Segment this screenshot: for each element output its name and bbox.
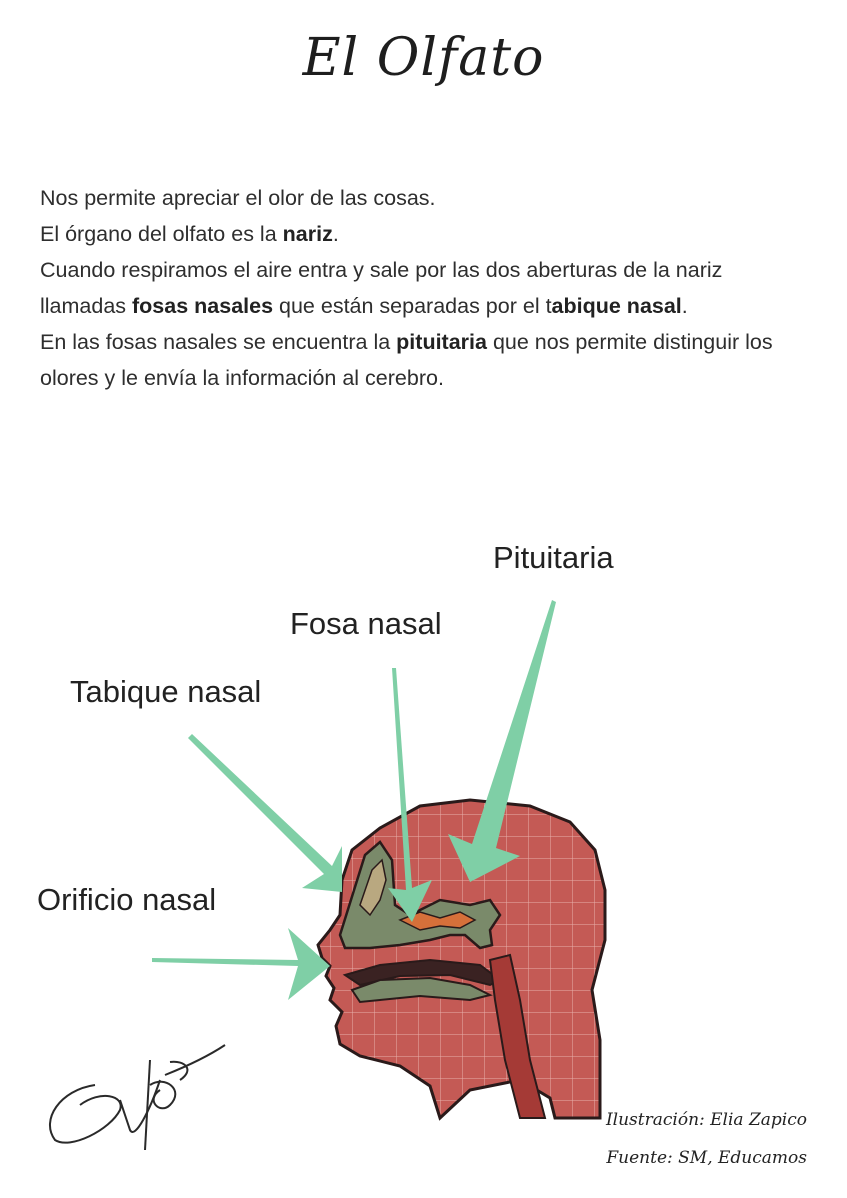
page-title: El Olfato bbox=[302, 28, 545, 88]
label-fosa-nasal: Fosa nasal bbox=[290, 606, 442, 641]
arrow-orificio-nasal bbox=[152, 928, 330, 1000]
term-nariz: nariz bbox=[282, 222, 333, 246]
term-pituitaria: pituitaria bbox=[396, 330, 487, 354]
text-line-4: En las fosas nasales se encuentra la pituitaria que nos permite distinguir los olores y le envía la información al cerebro. bbox=[40, 330, 773, 390]
arrow-tabique-nasal bbox=[188, 734, 342, 892]
credit-source: Fuente: SM, Educamos bbox=[606, 1148, 807, 1168]
signature-image bbox=[50, 1045, 225, 1150]
label-pituitaria: Pituitaria bbox=[493, 540, 614, 575]
label-tabique-nasal: Tabique nasal bbox=[70, 674, 262, 709]
term-fosas-nasales: fosas nasales bbox=[132, 294, 274, 318]
text-line-1: Nos permite apreciar el olor de las cosas. bbox=[40, 186, 436, 210]
text-line-3: Cuando respiramos el aire entra y sale por las dos aberturas de la nariz llamadas fosas nasales que están separadas por el tabique nasal. bbox=[40, 258, 723, 318]
text-line-2: El órgano del olfato es la nariz. bbox=[40, 222, 339, 246]
label-orificio-nasal: Orificio nasal bbox=[37, 882, 217, 917]
term-tabique-nasal: abique nasal bbox=[551, 294, 682, 318]
credit-illustration: Ilustración: Elia Zapico bbox=[605, 1110, 807, 1130]
